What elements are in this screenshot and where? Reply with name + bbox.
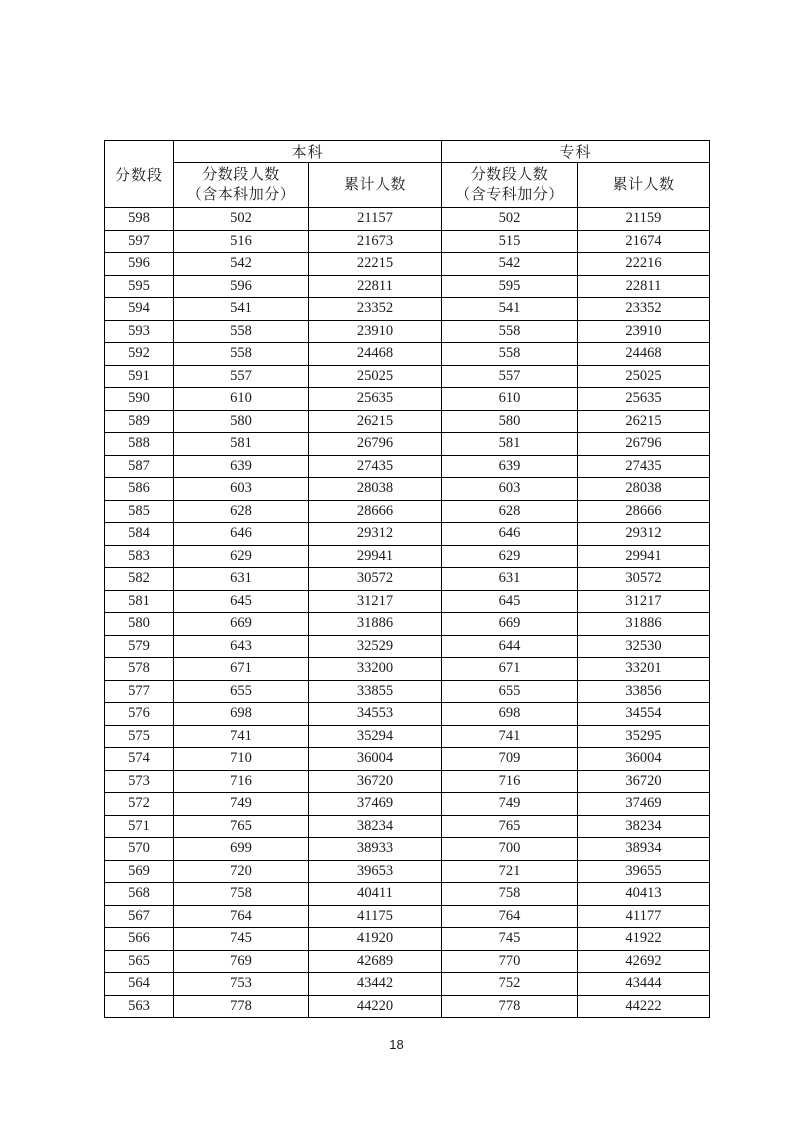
cell-band: 566 bbox=[105, 928, 174, 951]
cell-zk_num: 558 bbox=[442, 320, 578, 343]
header-vocational-count-line2: （含专科加分） bbox=[455, 187, 564, 203]
cell-zk_cum: 38234 bbox=[578, 815, 710, 838]
cell-zk_num: 542 bbox=[442, 253, 578, 276]
table-row bbox=[105, 613, 710, 636]
cell-zk_cum: 31217 bbox=[578, 590, 710, 613]
cell-zk_cum: 31886 bbox=[578, 613, 710, 636]
table-row bbox=[105, 253, 710, 276]
cell-bk_cum: 35294 bbox=[309, 725, 442, 748]
cell-zk_cum: 36720 bbox=[578, 770, 710, 793]
cell-bk_cum: 26215 bbox=[309, 410, 442, 433]
cell-zk_num: 646 bbox=[442, 523, 578, 546]
cell-band: 574 bbox=[105, 748, 174, 771]
table-row bbox=[105, 523, 710, 546]
cell-zk_num: 764 bbox=[442, 905, 578, 928]
header-score-band: 分数段 bbox=[105, 141, 174, 208]
cell-bk_cum: 44220 bbox=[309, 995, 442, 1018]
cell-zk_num: 698 bbox=[442, 703, 578, 726]
cell-zk_cum: 29941 bbox=[578, 545, 710, 568]
cell-zk_num: 709 bbox=[442, 748, 578, 771]
cell-zk_num: 581 bbox=[442, 433, 578, 456]
cell-bk_num: 643 bbox=[174, 635, 309, 658]
cell-bk_num: 581 bbox=[174, 433, 309, 456]
cell-zk_num: 778 bbox=[442, 995, 578, 1018]
cell-bk_cum: 29312 bbox=[309, 523, 442, 546]
cell-bk_cum: 37469 bbox=[309, 793, 442, 816]
cell-bk_num: 758 bbox=[174, 883, 309, 906]
cell-bk_num: 745 bbox=[174, 928, 309, 951]
table-row bbox=[105, 658, 710, 681]
cell-band: 587 bbox=[105, 455, 174, 478]
table-row bbox=[105, 883, 710, 906]
cell-bk_cum: 40411 bbox=[309, 883, 442, 906]
cell-bk_cum: 41920 bbox=[309, 928, 442, 951]
table-row bbox=[105, 860, 710, 883]
cell-bk_num: 769 bbox=[174, 950, 309, 973]
cell-zk_num: 749 bbox=[442, 793, 578, 816]
cell-zk_num: 741 bbox=[442, 725, 578, 748]
header-vocational-cumulative-line1: 累计人数 bbox=[612, 177, 675, 193]
table-row bbox=[105, 703, 710, 726]
cell-bk_num: 764 bbox=[174, 905, 309, 928]
cell-zk_num: 752 bbox=[442, 973, 578, 996]
cell-bk_num: 749 bbox=[174, 793, 309, 816]
cell-zk_num: 580 bbox=[442, 410, 578, 433]
header-group-vocational: 专科 bbox=[442, 141, 710, 163]
cell-band: 564 bbox=[105, 973, 174, 996]
cell-zk_num: 758 bbox=[442, 883, 578, 906]
cell-band: 583 bbox=[105, 545, 174, 568]
cell-zk_num: 765 bbox=[442, 815, 578, 838]
cell-zk_num: 700 bbox=[442, 838, 578, 861]
cell-zk_cum: 34554 bbox=[578, 703, 710, 726]
cell-bk_cum: 31217 bbox=[309, 590, 442, 613]
cell-band: 573 bbox=[105, 770, 174, 793]
cell-band: 576 bbox=[105, 703, 174, 726]
cell-zk_num: 558 bbox=[442, 343, 578, 366]
cell-bk_num: 741 bbox=[174, 725, 309, 748]
cell-bk_cum: 22215 bbox=[309, 253, 442, 276]
cell-bk_num: 603 bbox=[174, 478, 309, 501]
cell-bk_cum: 22811 bbox=[309, 275, 442, 298]
cell-band: 595 bbox=[105, 275, 174, 298]
cell-bk_num: 558 bbox=[174, 343, 309, 366]
cell-band: 594 bbox=[105, 298, 174, 321]
cell-bk_num: 542 bbox=[174, 253, 309, 276]
table-row bbox=[105, 208, 710, 231]
table-row bbox=[105, 500, 710, 523]
cell-zk_cum: 41922 bbox=[578, 928, 710, 951]
cell-zk_cum: 23352 bbox=[578, 298, 710, 321]
cell-bk_cum: 36720 bbox=[309, 770, 442, 793]
cell-bk_cum: 21673 bbox=[309, 230, 442, 253]
cell-bk_num: 698 bbox=[174, 703, 309, 726]
cell-bk_cum: 21157 bbox=[309, 208, 442, 231]
cell-band: 570 bbox=[105, 838, 174, 861]
cell-zk_num: 541 bbox=[442, 298, 578, 321]
cell-bk_cum: 23910 bbox=[309, 320, 442, 343]
table-row bbox=[105, 478, 710, 501]
cell-zk_num: 655 bbox=[442, 680, 578, 703]
cell-zk_cum: 22216 bbox=[578, 253, 710, 276]
cell-zk_cum: 40413 bbox=[578, 883, 710, 906]
cell-zk_num: 716 bbox=[442, 770, 578, 793]
table-row bbox=[105, 905, 710, 928]
table-row bbox=[105, 545, 710, 568]
cell-bk_num: 778 bbox=[174, 995, 309, 1018]
cell-zk_cum: 26796 bbox=[578, 433, 710, 456]
header-group-row bbox=[105, 141, 710, 163]
cell-band: 584 bbox=[105, 523, 174, 546]
cell-zk_num: 644 bbox=[442, 635, 578, 658]
cell-bk_num: 541 bbox=[174, 298, 309, 321]
table-row bbox=[105, 365, 710, 388]
cell-zk_cum: 41177 bbox=[578, 905, 710, 928]
cell-bk_cum: 28666 bbox=[309, 500, 442, 523]
cell-zk_cum: 42692 bbox=[578, 950, 710, 973]
cell-band: 598 bbox=[105, 208, 174, 231]
cell-zk_num: 629 bbox=[442, 545, 578, 568]
header-vocational-count bbox=[442, 163, 578, 208]
score-distribution-table bbox=[104, 140, 710, 1018]
table-row bbox=[105, 725, 710, 748]
cell-zk_cum: 23910 bbox=[578, 320, 710, 343]
cell-zk_cum: 33856 bbox=[578, 680, 710, 703]
cell-bk_num: 671 bbox=[174, 658, 309, 681]
table-row bbox=[105, 230, 710, 253]
table-row bbox=[105, 973, 710, 996]
cell-bk_cum: 31886 bbox=[309, 613, 442, 636]
cell-zk_cum: 26215 bbox=[578, 410, 710, 433]
cell-zk_cum: 44222 bbox=[578, 995, 710, 1018]
cell-bk_cum: 25025 bbox=[309, 365, 442, 388]
cell-bk_cum: 25635 bbox=[309, 388, 442, 411]
cell-bk_num: 669 bbox=[174, 613, 309, 636]
cell-bk_cum: 38234 bbox=[309, 815, 442, 838]
cell-band: 592 bbox=[105, 343, 174, 366]
table-row bbox=[105, 298, 710, 321]
cell-zk_cum: 29312 bbox=[578, 523, 710, 546]
cell-zk_cum: 27435 bbox=[578, 455, 710, 478]
table-row bbox=[105, 455, 710, 478]
cell-bk_cum: 30572 bbox=[309, 568, 442, 591]
cell-band: 596 bbox=[105, 253, 174, 276]
header-undergraduate-count-line2: （含本科加分） bbox=[186, 187, 296, 203]
table-row bbox=[105, 275, 710, 298]
cell-zk_cum: 28038 bbox=[578, 478, 710, 501]
cell-zk_num: 671 bbox=[442, 658, 578, 681]
cell-bk_num: 629 bbox=[174, 545, 309, 568]
cell-band: 577 bbox=[105, 680, 174, 703]
cell-band: 590 bbox=[105, 388, 174, 411]
cell-bk_num: 646 bbox=[174, 523, 309, 546]
cell-zk_num: 745 bbox=[442, 928, 578, 951]
page-number: 18 bbox=[389, 1037, 404, 1052]
cell-zk_cum: 30572 bbox=[578, 568, 710, 591]
header-undergraduate-cumulative-line1: 累计人数 bbox=[344, 177, 407, 193]
cell-zk_num: 603 bbox=[442, 478, 578, 501]
header-sub-row bbox=[105, 163, 710, 208]
cell-bk_num: 639 bbox=[174, 455, 309, 478]
cell-zk_cum: 25025 bbox=[578, 365, 710, 388]
cell-zk_num: 502 bbox=[442, 208, 578, 231]
table-row bbox=[105, 950, 710, 973]
cell-zk_num: 610 bbox=[442, 388, 578, 411]
cell-band: 586 bbox=[105, 478, 174, 501]
cell-bk_cum: 28038 bbox=[309, 478, 442, 501]
cell-bk_num: 580 bbox=[174, 410, 309, 433]
table-row bbox=[105, 343, 710, 366]
cell-zk_cum: 33201 bbox=[578, 658, 710, 681]
cell-bk_cum: 29941 bbox=[309, 545, 442, 568]
cell-bk_num: 699 bbox=[174, 838, 309, 861]
table-head bbox=[105, 141, 710, 208]
cell-band: 582 bbox=[105, 568, 174, 591]
cell-band: 568 bbox=[105, 883, 174, 906]
cell-band: 569 bbox=[105, 860, 174, 883]
cell-bk_num: 631 bbox=[174, 568, 309, 591]
cell-bk_num: 596 bbox=[174, 275, 309, 298]
table-row bbox=[105, 680, 710, 703]
cell-bk_cum: 33855 bbox=[309, 680, 442, 703]
cell-bk_num: 753 bbox=[174, 973, 309, 996]
cell-bk_cum: 26796 bbox=[309, 433, 442, 456]
cell-zk_num: 515 bbox=[442, 230, 578, 253]
cell-bk_cum: 42689 bbox=[309, 950, 442, 973]
cell-zk_cum: 25635 bbox=[578, 388, 710, 411]
cell-band: 589 bbox=[105, 410, 174, 433]
cell-zk_cum: 32530 bbox=[578, 635, 710, 658]
cell-bk_cum: 34553 bbox=[309, 703, 442, 726]
cell-bk_cum: 24468 bbox=[309, 343, 442, 366]
cell-band: 579 bbox=[105, 635, 174, 658]
cell-zk_cum: 24468 bbox=[578, 343, 710, 366]
table-row bbox=[105, 410, 710, 433]
table-row bbox=[105, 320, 710, 343]
cell-bk_cum: 33200 bbox=[309, 658, 442, 681]
cell-bk_cum: 32529 bbox=[309, 635, 442, 658]
cell-band: 593 bbox=[105, 320, 174, 343]
header-vocational-count-line1: 分数段人数 bbox=[470, 167, 549, 183]
header-undergraduate-count-line1: 分数段人数 bbox=[202, 167, 280, 183]
cell-band: 597 bbox=[105, 230, 174, 253]
cell-zk_num: 721 bbox=[442, 860, 578, 883]
cell-band: 585 bbox=[105, 500, 174, 523]
cell-band: 578 bbox=[105, 658, 174, 681]
cell-bk_cum: 23352 bbox=[309, 298, 442, 321]
cell-band: 567 bbox=[105, 905, 174, 928]
cell-zk_num: 628 bbox=[442, 500, 578, 523]
cell-zk_num: 669 bbox=[442, 613, 578, 636]
cell-band: 571 bbox=[105, 815, 174, 838]
cell-bk_cum: 39653 bbox=[309, 860, 442, 883]
header-group-undergraduate: 本科 bbox=[174, 141, 442, 163]
table-row bbox=[105, 995, 710, 1018]
table-row bbox=[105, 815, 710, 838]
cell-zk_cum: 39655 bbox=[578, 860, 710, 883]
cell-zk_cum: 36004 bbox=[578, 748, 710, 771]
cell-bk_num: 655 bbox=[174, 680, 309, 703]
table-row bbox=[105, 748, 710, 771]
cell-bk_num: 557 bbox=[174, 365, 309, 388]
cell-bk_cum: 43442 bbox=[309, 973, 442, 996]
cell-bk_num: 610 bbox=[174, 388, 309, 411]
cell-band: 580 bbox=[105, 613, 174, 636]
cell-band: 563 bbox=[105, 995, 174, 1018]
cell-zk_cum: 28666 bbox=[578, 500, 710, 523]
header-vocational-cumulative bbox=[578, 163, 710, 208]
cell-zk_num: 645 bbox=[442, 590, 578, 613]
table-body bbox=[105, 208, 710, 1018]
cell-zk_cum: 43444 bbox=[578, 973, 710, 996]
table-row bbox=[105, 793, 710, 816]
cell-bk_cum: 27435 bbox=[309, 455, 442, 478]
table-row bbox=[105, 770, 710, 793]
cell-bk_num: 502 bbox=[174, 208, 309, 231]
cell-bk_num: 710 bbox=[174, 748, 309, 771]
cell-zk_cum: 21159 bbox=[578, 208, 710, 231]
cell-bk_cum: 38933 bbox=[309, 838, 442, 861]
cell-zk_num: 639 bbox=[442, 455, 578, 478]
table-row bbox=[105, 635, 710, 658]
cell-zk_num: 631 bbox=[442, 568, 578, 591]
table-row bbox=[105, 928, 710, 951]
cell-bk_num: 765 bbox=[174, 815, 309, 838]
cell-zk_cum: 38934 bbox=[578, 838, 710, 861]
cell-bk_cum: 36004 bbox=[309, 748, 442, 771]
cell-bk_num: 720 bbox=[174, 860, 309, 883]
cell-band: 575 bbox=[105, 725, 174, 748]
cell-zk_cum: 35295 bbox=[578, 725, 710, 748]
cell-bk_num: 558 bbox=[174, 320, 309, 343]
cell-bk_num: 628 bbox=[174, 500, 309, 523]
table-row bbox=[105, 388, 710, 411]
table-row bbox=[105, 568, 710, 591]
header-undergraduate-count bbox=[174, 163, 309, 208]
cell-band: 565 bbox=[105, 950, 174, 973]
cell-zk_cum: 21674 bbox=[578, 230, 710, 253]
table-row bbox=[105, 433, 710, 456]
cell-band: 581 bbox=[105, 590, 174, 613]
cell-band: 588 bbox=[105, 433, 174, 456]
table-row bbox=[105, 838, 710, 861]
cell-band: 572 bbox=[105, 793, 174, 816]
cell-bk_num: 645 bbox=[174, 590, 309, 613]
cell-zk_num: 557 bbox=[442, 365, 578, 388]
cell-bk_num: 716 bbox=[174, 770, 309, 793]
cell-bk_num: 516 bbox=[174, 230, 309, 253]
cell-band: 591 bbox=[105, 365, 174, 388]
cell-zk_num: 595 bbox=[442, 275, 578, 298]
table-row bbox=[105, 590, 710, 613]
cell-zk_num: 770 bbox=[442, 950, 578, 973]
cell-bk_cum: 41175 bbox=[309, 905, 442, 928]
header-undergraduate-cumulative bbox=[309, 163, 442, 208]
cell-zk_cum: 37469 bbox=[578, 793, 710, 816]
cell-zk_cum: 22811 bbox=[578, 275, 710, 298]
